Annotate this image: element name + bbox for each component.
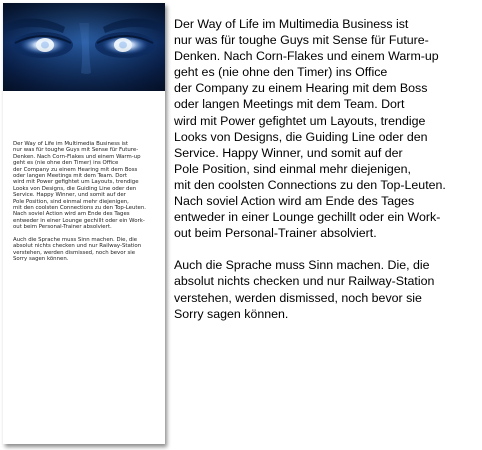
brochure-body-text	[13, 141, 161, 269]
brochure-paragraph-2: Auch die Sprache muss Sinn machen. Die, die absolut nichts checken und nur Railway-Station verstehen, werden dismissed, noch bevor sie Sorry sagen können.	[13, 237, 142, 263]
main-paragraph-2: Auch die Sprache muss Sinn machen. Die, die absolut nichts checken und nur Railway-Station verstehen, werden dismissed, noch bevor sie Sorry sagen können.	[174, 258, 435, 321]
eyes-photo	[3, 3, 165, 91]
glowing-eyes-image	[3, 3, 165, 91]
brochure-page	[3, 3, 165, 444]
brochure-paragraph-1: Der Way of Life im Multimedia Business ist nur was für toughe Guys mit Sense für Future- Denken. Nach Corn-Flakes und einem Warm-up geht es (nie ohne den Timer) ins Office der Company zu einem Hearing mit dem Boss oder langen Meetings mit dem Team. Dort wird mit Power gefightet um Layouts, trendige Looks von Designs, die Guiding Line oder den Service. Happy Winner, und somit auf der Pole Position, sind einmal mehr diejenigen, mit den coolsten Connections zu den Top-Leuten. Nach soviel Action wird am Ende des Tages entweder in einer Lounge gechillt oder ein Work- out beim Personal-Trainer absolviert.	[13, 141, 146, 231]
main-paragraph-1: Der Way of Life im Multimedia Business ist nur was für toughe Guys mit Sense für Future- Denken. Nach Corn-Flakes und einem Warm-up geht es (nie ohne den Timer) ins Office der Company zu einem Hearing mit dem Boss oder langen Meetings mit dem Team. Dort wird mit Power gefightet um Layouts, trendige Looks von Designs, die Guiding Line oder den Service. Happy Winner, und somit auf der Pole Position, sind einmal mehr diejenigen, mit den coolsten Connections zu den Top-Leuten. Nach soviel Action wird am Ende des Tages entweder in einer Lounge gechillt oder ein Work- out beim Personal-Trainer absolviert.	[174, 17, 446, 241]
main-body-text	[174, 16, 479, 338]
